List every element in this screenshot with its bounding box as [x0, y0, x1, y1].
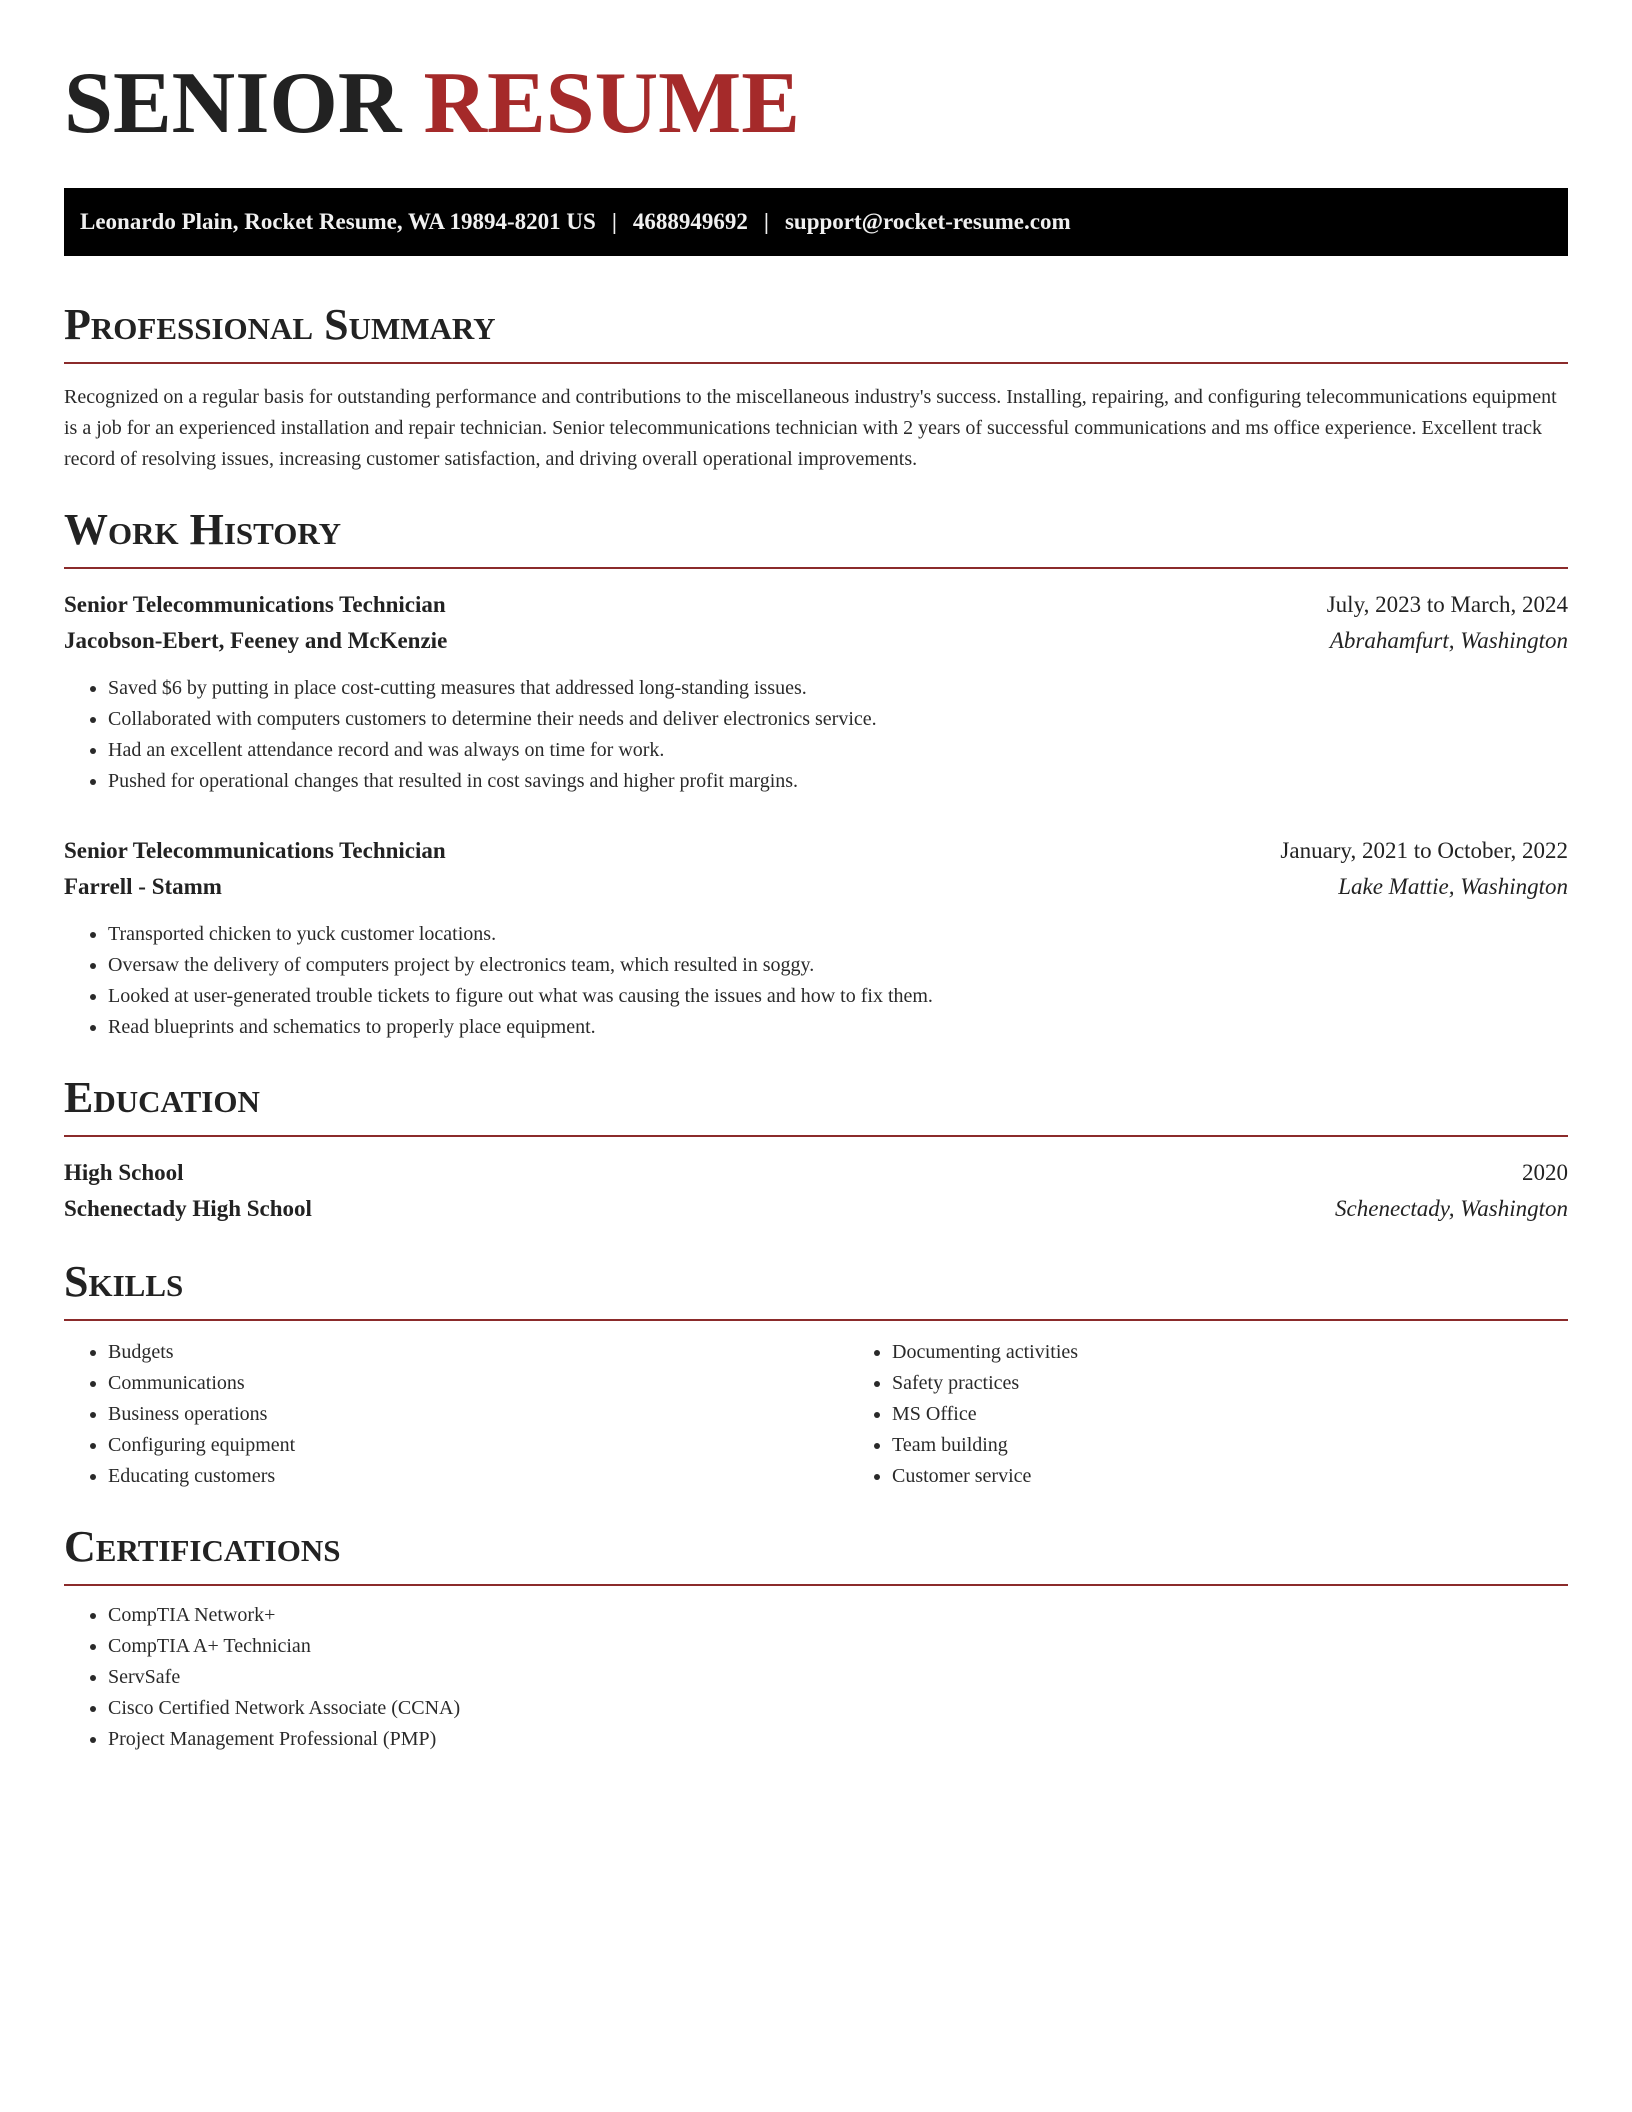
skill-item: • MS Office [892, 1399, 1632, 1430]
job-bullet: • Saved $6 by putting in place cost-cutting measures that addressed long-standing issues. [108, 673, 1568, 704]
education-school-row [64, 1191, 1568, 1227]
education-year: 2020 [1522, 1160, 1568, 1185]
job-company: Farrell - Stamm [64, 874, 222, 899]
education-school: Schenectady High School [64, 1196, 312, 1221]
job-header-row [64, 833, 1568, 869]
education-section [64, 1073, 1568, 1227]
contact-separator: | [611, 209, 617, 234]
work-history-heading: Work History [64, 505, 1568, 569]
job-bullet: • Collaborated with computers customers to determine their needs and deliver electronics service. [108, 704, 1568, 735]
job-location: Abrahamfurt, Washington [1329, 628, 1568, 653]
education-entry [64, 1155, 1568, 1227]
job-bullet: • Pushed for operational changes that resulted in cost savings and higher profit margins. [108, 766, 1568, 797]
skill-item: • Communications [108, 1368, 848, 1399]
job-company: Jacobson-Ebert, Feeney and McKenzie [64, 628, 448, 653]
skill-item: • Educating customers [108, 1461, 848, 1492]
certification-item: • Cisco Certified Network Associate (CCNA) [108, 1693, 1568, 1724]
skill-item: • Customer service [892, 1461, 1632, 1492]
education-heading: Education [64, 1073, 1568, 1137]
title-primary: SENIOR [64, 55, 402, 152]
contact-bar [64, 188, 1568, 256]
education-degree: High School [64, 1160, 184, 1185]
job-company-row [64, 623, 1568, 659]
skills-heading: Skills [64, 1257, 1568, 1321]
skills-grid [64, 1337, 1568, 1492]
skills-column-right [848, 1337, 1632, 1492]
resume-title [64, 56, 1568, 152]
job-location: Lake Mattie, Washington [1338, 874, 1568, 899]
job-title: Senior Telecommunications Technician [64, 838, 446, 863]
job-entry [64, 833, 1568, 1043]
skill-item: • Team building [892, 1430, 1632, 1461]
job-bullets [64, 919, 1568, 1043]
skills-section [64, 1257, 1568, 1492]
job-bullet: • Oversaw the delivery of computers project by electronics team, which resulted in soggy. [108, 950, 1568, 981]
certifications-section [64, 1522, 1568, 1755]
education-degree-row [64, 1155, 1568, 1191]
contact-email: support@rocket-resume.com [784, 209, 1071, 234]
skill-item: • Safety practices [892, 1368, 1632, 1399]
job-title: Senior Telecommunications Technician [64, 592, 446, 617]
job-dates: July, 2023 to March, 2024 [1326, 592, 1568, 617]
certifications-list [64, 1600, 1568, 1755]
job-header-row [64, 587, 1568, 623]
job-bullet: • Transported chicken to yuck customer locations. [108, 919, 1568, 950]
contact-address: Leonardo Plain, Rocket Resume, WA 19894-8201 US [80, 209, 596, 234]
work-history-section [64, 505, 1568, 1043]
certifications-heading: Certifications [64, 1522, 1568, 1586]
title-accent: RESUME [423, 55, 800, 152]
job-bullets [64, 673, 1568, 797]
job-bullet: • Looked at user-generated trouble tickets to figure out what was causing the issues and how to fix them. [108, 981, 1568, 1012]
job-entry [64, 587, 1568, 797]
certification-item: • ServSafe [108, 1662, 1568, 1693]
summary-text: Recognized on a regular basis for outstanding performance and contributions to the miscellaneous industry's success. Installing, repairing, and configuring telecommunications equipment is a job for an experienced installation and repair technician. Senior telecommunications technician with 2 years of successful communications and ms office experience. Excellent track record of resolving issues, increasing customer satisfaction, and driving overall operational improvements. [64, 386, 1557, 470]
job-bullet: • Read blueprints and schematics to properly place equipment. [108, 1012, 1568, 1043]
job-dates: January, 2021 to October, 2022 [1280, 838, 1568, 863]
job-company-row [64, 869, 1568, 905]
summary-heading: Professional Summary [64, 300, 1568, 364]
skill-item: • Budgets [108, 1337, 848, 1368]
contact-separator: | [763, 209, 769, 234]
skill-item: • Documenting activities [892, 1337, 1632, 1368]
certification-item: • Project Management Professional (PMP) [108, 1724, 1568, 1755]
contact-phone: 4688949692 [632, 209, 748, 234]
skills-column-left [64, 1337, 848, 1492]
certification-item: • CompTIA Network+ [108, 1600, 1568, 1631]
summary-section [64, 300, 1568, 475]
skill-item: • Business operations [108, 1399, 848, 1430]
skill-item: • Configuring equipment [108, 1430, 848, 1461]
job-bullet: • Had an excellent attendance record and was always on time for work. [108, 735, 1568, 766]
education-location: Schenectady, Washington [1335, 1196, 1568, 1221]
certification-item: • CompTIA A+ Technician [108, 1631, 1568, 1662]
